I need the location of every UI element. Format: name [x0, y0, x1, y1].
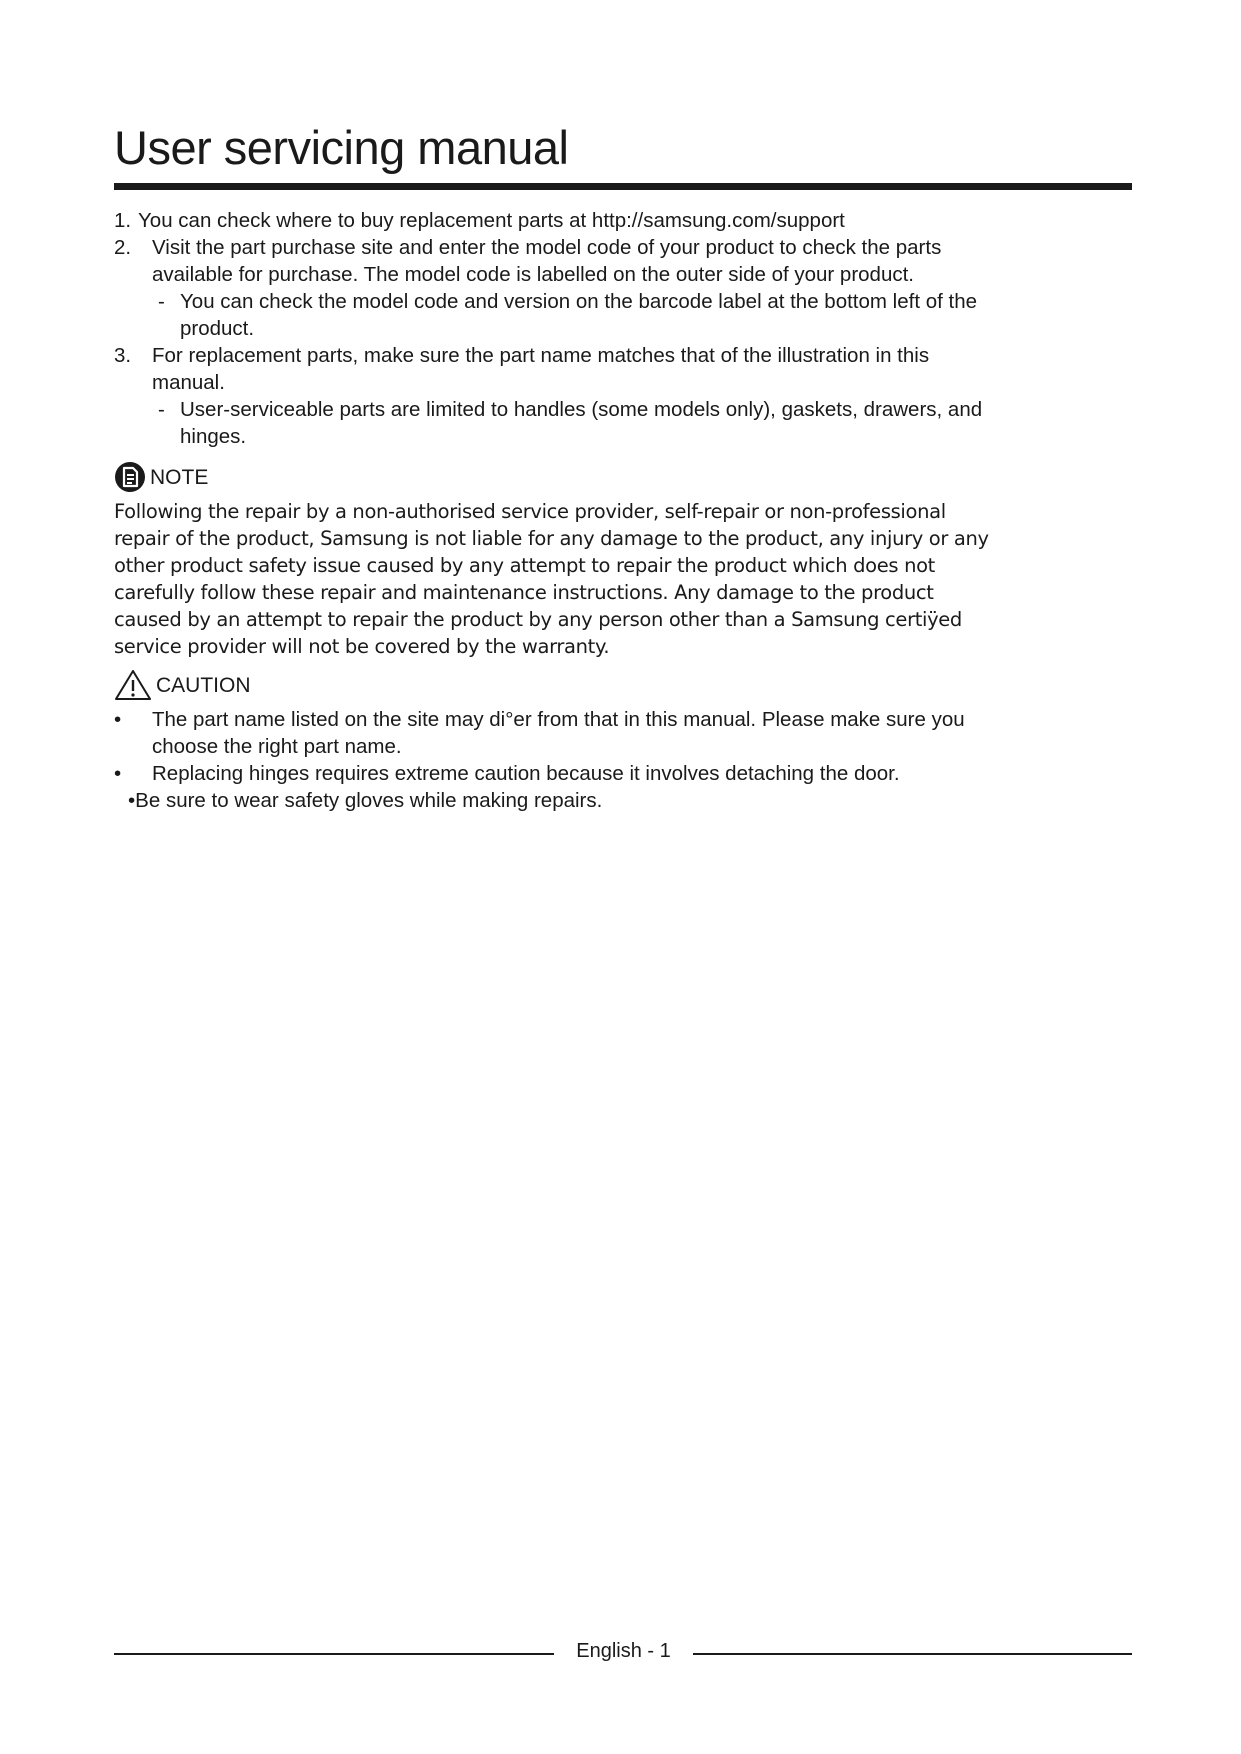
page-footer — [114, 1638, 1132, 1668]
footer-divider-left — [114, 1653, 554, 1655]
note-icon — [114, 461, 146, 493]
note-text: Following the repair by a non-authorised service provider, self-repair or non-professional repair of the product, Samsung is not liable for any damage to the product, any injury or any other product safety issue caused by any attempt to repair the product which does not carefully follow these repair and maintenance instructions. Any damage to the product caused by an attempt to repair the product by any person other than a Samsung certiÿed service provider will not be covered by the warranty. — [114, 500, 989, 658]
caution-item-text: The part name listed on the site may di°er from that in this manual. Please make sure you choose the right part name. — [152, 708, 965, 758]
step-number: 1. — [114, 209, 132, 232]
caution-heading — [114, 668, 994, 702]
manual-content — [114, 207, 994, 814]
title-divider — [114, 183, 1132, 190]
step-item — [114, 342, 994, 396]
step-sub-text: User-serviceable parts are limited to handles (some models only), gaskets, drawers, and hinges. — [180, 398, 983, 448]
footer-divider-right — [693, 1653, 1132, 1655]
step-number: 3. — [114, 344, 132, 367]
step-text: Visit the part purchase site and enter the model code of your product to check the parts available for purchase. The model code is labelled on the outer side of your product. — [152, 236, 942, 286]
step-text: For replacement parts, make sure the part name matches that of the illustration in this manual. — [152, 344, 930, 394]
step-sub-item — [114, 396, 994, 450]
dash-marker: - — [158, 398, 165, 421]
bullet-marker: • — [114, 762, 122, 785]
page-number: English - 1 — [576, 1640, 671, 1662]
step-item — [114, 234, 994, 288]
caution-label: CAUTION — [156, 673, 251, 697]
bullet-marker: • — [114, 708, 122, 731]
note-label: NOTE — [150, 465, 209, 489]
step-number: 2. — [114, 236, 132, 259]
dash-marker: - — [158, 290, 165, 313]
note-heading — [114, 460, 994, 494]
warning-triangle-icon — [114, 669, 152, 701]
step-text: You can check where to buy replacement parts at http://samsung.com/support — [138, 209, 845, 232]
step-sub-text: You can check the model code and version on the barcode label at the bottom left of the product. — [180, 290, 977, 340]
caution-item — [114, 760, 994, 787]
step-sub-item — [114, 288, 994, 342]
caution-item — [114, 706, 994, 760]
caution-extra-item: •Be sure to wear safety gloves while making repairs. — [128, 789, 603, 812]
caution-item-text: Replacing hinges requires extreme caution because it involves detaching the door. — [152, 762, 900, 785]
step-item — [114, 207, 994, 234]
page-title: User servicing manual — [114, 121, 569, 174]
